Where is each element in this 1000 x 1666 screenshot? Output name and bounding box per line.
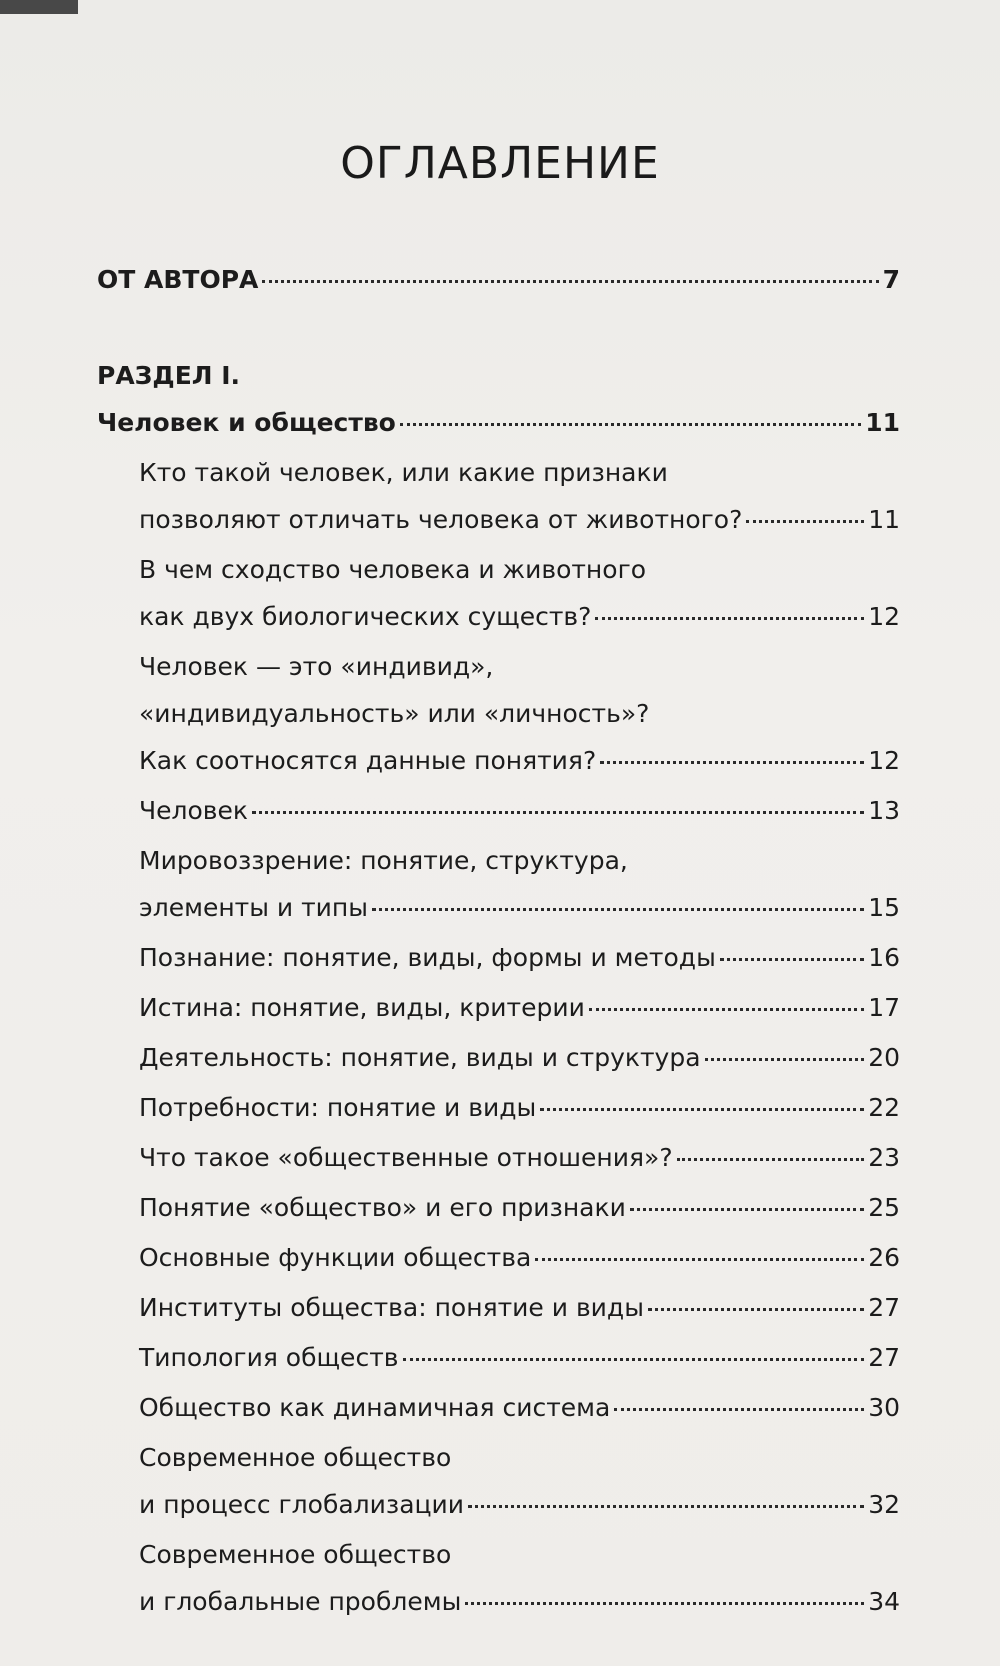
- toc-item: [139, 649, 900, 779]
- toc-page-number: 7: [882, 265, 900, 294]
- scan-edge-mark: [0, 0, 78, 14]
- toc-item-line: В чем сходство человека и животного: [139, 555, 646, 584]
- toc-item: [139, 1090, 900, 1126]
- dot-leader: [535, 1258, 864, 1261]
- toc-page-number: 22: [868, 1093, 900, 1122]
- dot-leader: [403, 1358, 865, 1361]
- toc-item-entry: [139, 502, 900, 538]
- toc-entry-title: позволяют отличать человека от животного?: [139, 505, 743, 534]
- dot-leader: [595, 617, 864, 620]
- dot-leader: [600, 761, 864, 764]
- toc-item-line: «индивидуальность» или «личность»?: [139, 699, 650, 728]
- dot-leader: [540, 1108, 864, 1111]
- dot-leader: [465, 1602, 864, 1605]
- toc-item: [139, 1240, 900, 1276]
- toc-item-line: Человек — это «индивид»,: [139, 652, 494, 681]
- toc-page-number: 17: [868, 993, 900, 1022]
- toc-item-entry: [139, 1040, 900, 1076]
- toc-page-number: 30: [868, 1393, 900, 1422]
- toc-entry-title: Общество как динамичная система: [139, 1393, 611, 1422]
- toc-page-number: 27: [868, 1343, 900, 1372]
- dot-leader: [705, 1058, 865, 1061]
- dot-leader: [468, 1505, 864, 1508]
- toc-entry-title: ОТ АВТОРА: [97, 265, 259, 294]
- toc-page-number: 23: [868, 1143, 900, 1172]
- toc-item-entry: [139, 990, 900, 1026]
- toc-item: [139, 990, 900, 1026]
- toc-item-entry: [139, 1584, 900, 1620]
- toc-entry-title: Человек: [139, 796, 249, 825]
- toc-item: [139, 1140, 900, 1176]
- toc-entry-author: [97, 262, 900, 298]
- toc-entry-title: Познание: понятие, виды, формы и методы: [139, 943, 716, 972]
- toc-entry-section: [97, 405, 900, 441]
- toc-page-number: 15: [868, 893, 900, 922]
- toc-item-entry: [139, 743, 900, 779]
- toc-item-line: Современное общество: [139, 1540, 452, 1569]
- toc-page-number: 13: [868, 796, 900, 825]
- dot-leader: [746, 520, 864, 523]
- dot-leader: [262, 280, 878, 283]
- dot-leader: [720, 958, 864, 961]
- toc-item-entry: [139, 1390, 900, 1426]
- toc-page-number: 25: [868, 1193, 900, 1222]
- toc-entry-title: Истина: понятие, виды, критерии: [139, 993, 585, 1022]
- toc-entry-title: Как соотносятся данные понятия?: [139, 746, 597, 775]
- toc-page-number: 26: [868, 1243, 900, 1272]
- toc-item: [139, 1390, 900, 1426]
- toc-entry-title: как двух биологических существ?: [139, 602, 592, 631]
- toc-page-number: 11: [868, 505, 900, 534]
- toc-item-line: Кто такой человек, или какие признаки: [139, 458, 668, 487]
- toc-page-number: 34: [868, 1587, 900, 1616]
- toc-page-number: 12: [868, 602, 900, 631]
- toc-item: [139, 455, 900, 538]
- toc-item: [139, 1440, 900, 1523]
- toc-page-number: 12: [868, 746, 900, 775]
- toc-item: [139, 843, 900, 926]
- toc-item: [139, 1040, 900, 1076]
- toc-entry-title: Что такое «общественные отношения»?: [139, 1143, 673, 1172]
- toc-item-entry: [139, 1290, 900, 1326]
- toc-page-number: 16: [868, 943, 900, 972]
- toc-item-entry: [139, 599, 900, 635]
- dot-leader: [252, 811, 864, 814]
- toc-entry-title: Понятие «общество» и его признаки: [139, 1193, 626, 1222]
- toc-subentries: [97, 455, 900, 1620]
- toc-page-number: 20: [868, 1043, 900, 1072]
- toc-item-entry: [139, 940, 900, 976]
- toc-item: [139, 1190, 900, 1226]
- toc-item-entry: [139, 890, 900, 926]
- dot-leader: [372, 908, 864, 911]
- toc-entry-title: Типология обществ: [139, 1343, 399, 1372]
- table-of-contents: [97, 262, 900, 1620]
- toc-entry-title: и процесс глобализации: [139, 1490, 465, 1519]
- section-label: РАЗДЕЛ I.: [97, 361, 241, 390]
- toc-page-number: 32: [868, 1490, 900, 1519]
- toc-item: [139, 1340, 900, 1376]
- toc-item-line: Современное общество: [139, 1443, 452, 1472]
- toc-item-entry: [139, 1487, 900, 1523]
- toc-item-entry: [139, 1240, 900, 1276]
- toc-entry-title: Основные функции общества: [139, 1243, 532, 1272]
- toc-item: [139, 552, 900, 635]
- toc-item-entry: [139, 1090, 900, 1126]
- toc-entry-title: Институты общества: понятие и виды: [139, 1293, 644, 1322]
- page-title: ОГЛАВЛЕНИЕ: [340, 138, 660, 189]
- toc-entry-title: Человек и общество: [97, 408, 396, 437]
- dot-leader: [677, 1158, 865, 1161]
- toc-item-entry: [139, 793, 900, 829]
- toc-item-line: Мировоззрение: понятие, структура,: [139, 846, 628, 875]
- toc-item-entry: [139, 1190, 900, 1226]
- toc-entry-title: Потребности: понятие и виды: [139, 1093, 537, 1122]
- toc-item-entry: [139, 1140, 900, 1176]
- toc-entry-title: Деятельность: понятие, виды и структура: [139, 1043, 701, 1072]
- toc-item: [139, 940, 900, 976]
- toc-item: [139, 1537, 900, 1620]
- toc-item: [139, 1290, 900, 1326]
- toc-page-number: 11: [865, 408, 900, 437]
- dot-leader: [648, 1308, 864, 1311]
- dot-leader: [614, 1408, 864, 1411]
- toc-item-entry: [139, 1340, 900, 1376]
- dot-leader: [400, 423, 861, 426]
- dot-leader: [589, 1008, 864, 1011]
- toc-entry-title: и глобальные проблемы: [139, 1587, 462, 1616]
- toc-entry-title: элементы и типы: [139, 893, 369, 922]
- toc-item: [139, 793, 900, 829]
- dot-leader: [630, 1208, 864, 1211]
- toc-page-number: 27: [868, 1293, 900, 1322]
